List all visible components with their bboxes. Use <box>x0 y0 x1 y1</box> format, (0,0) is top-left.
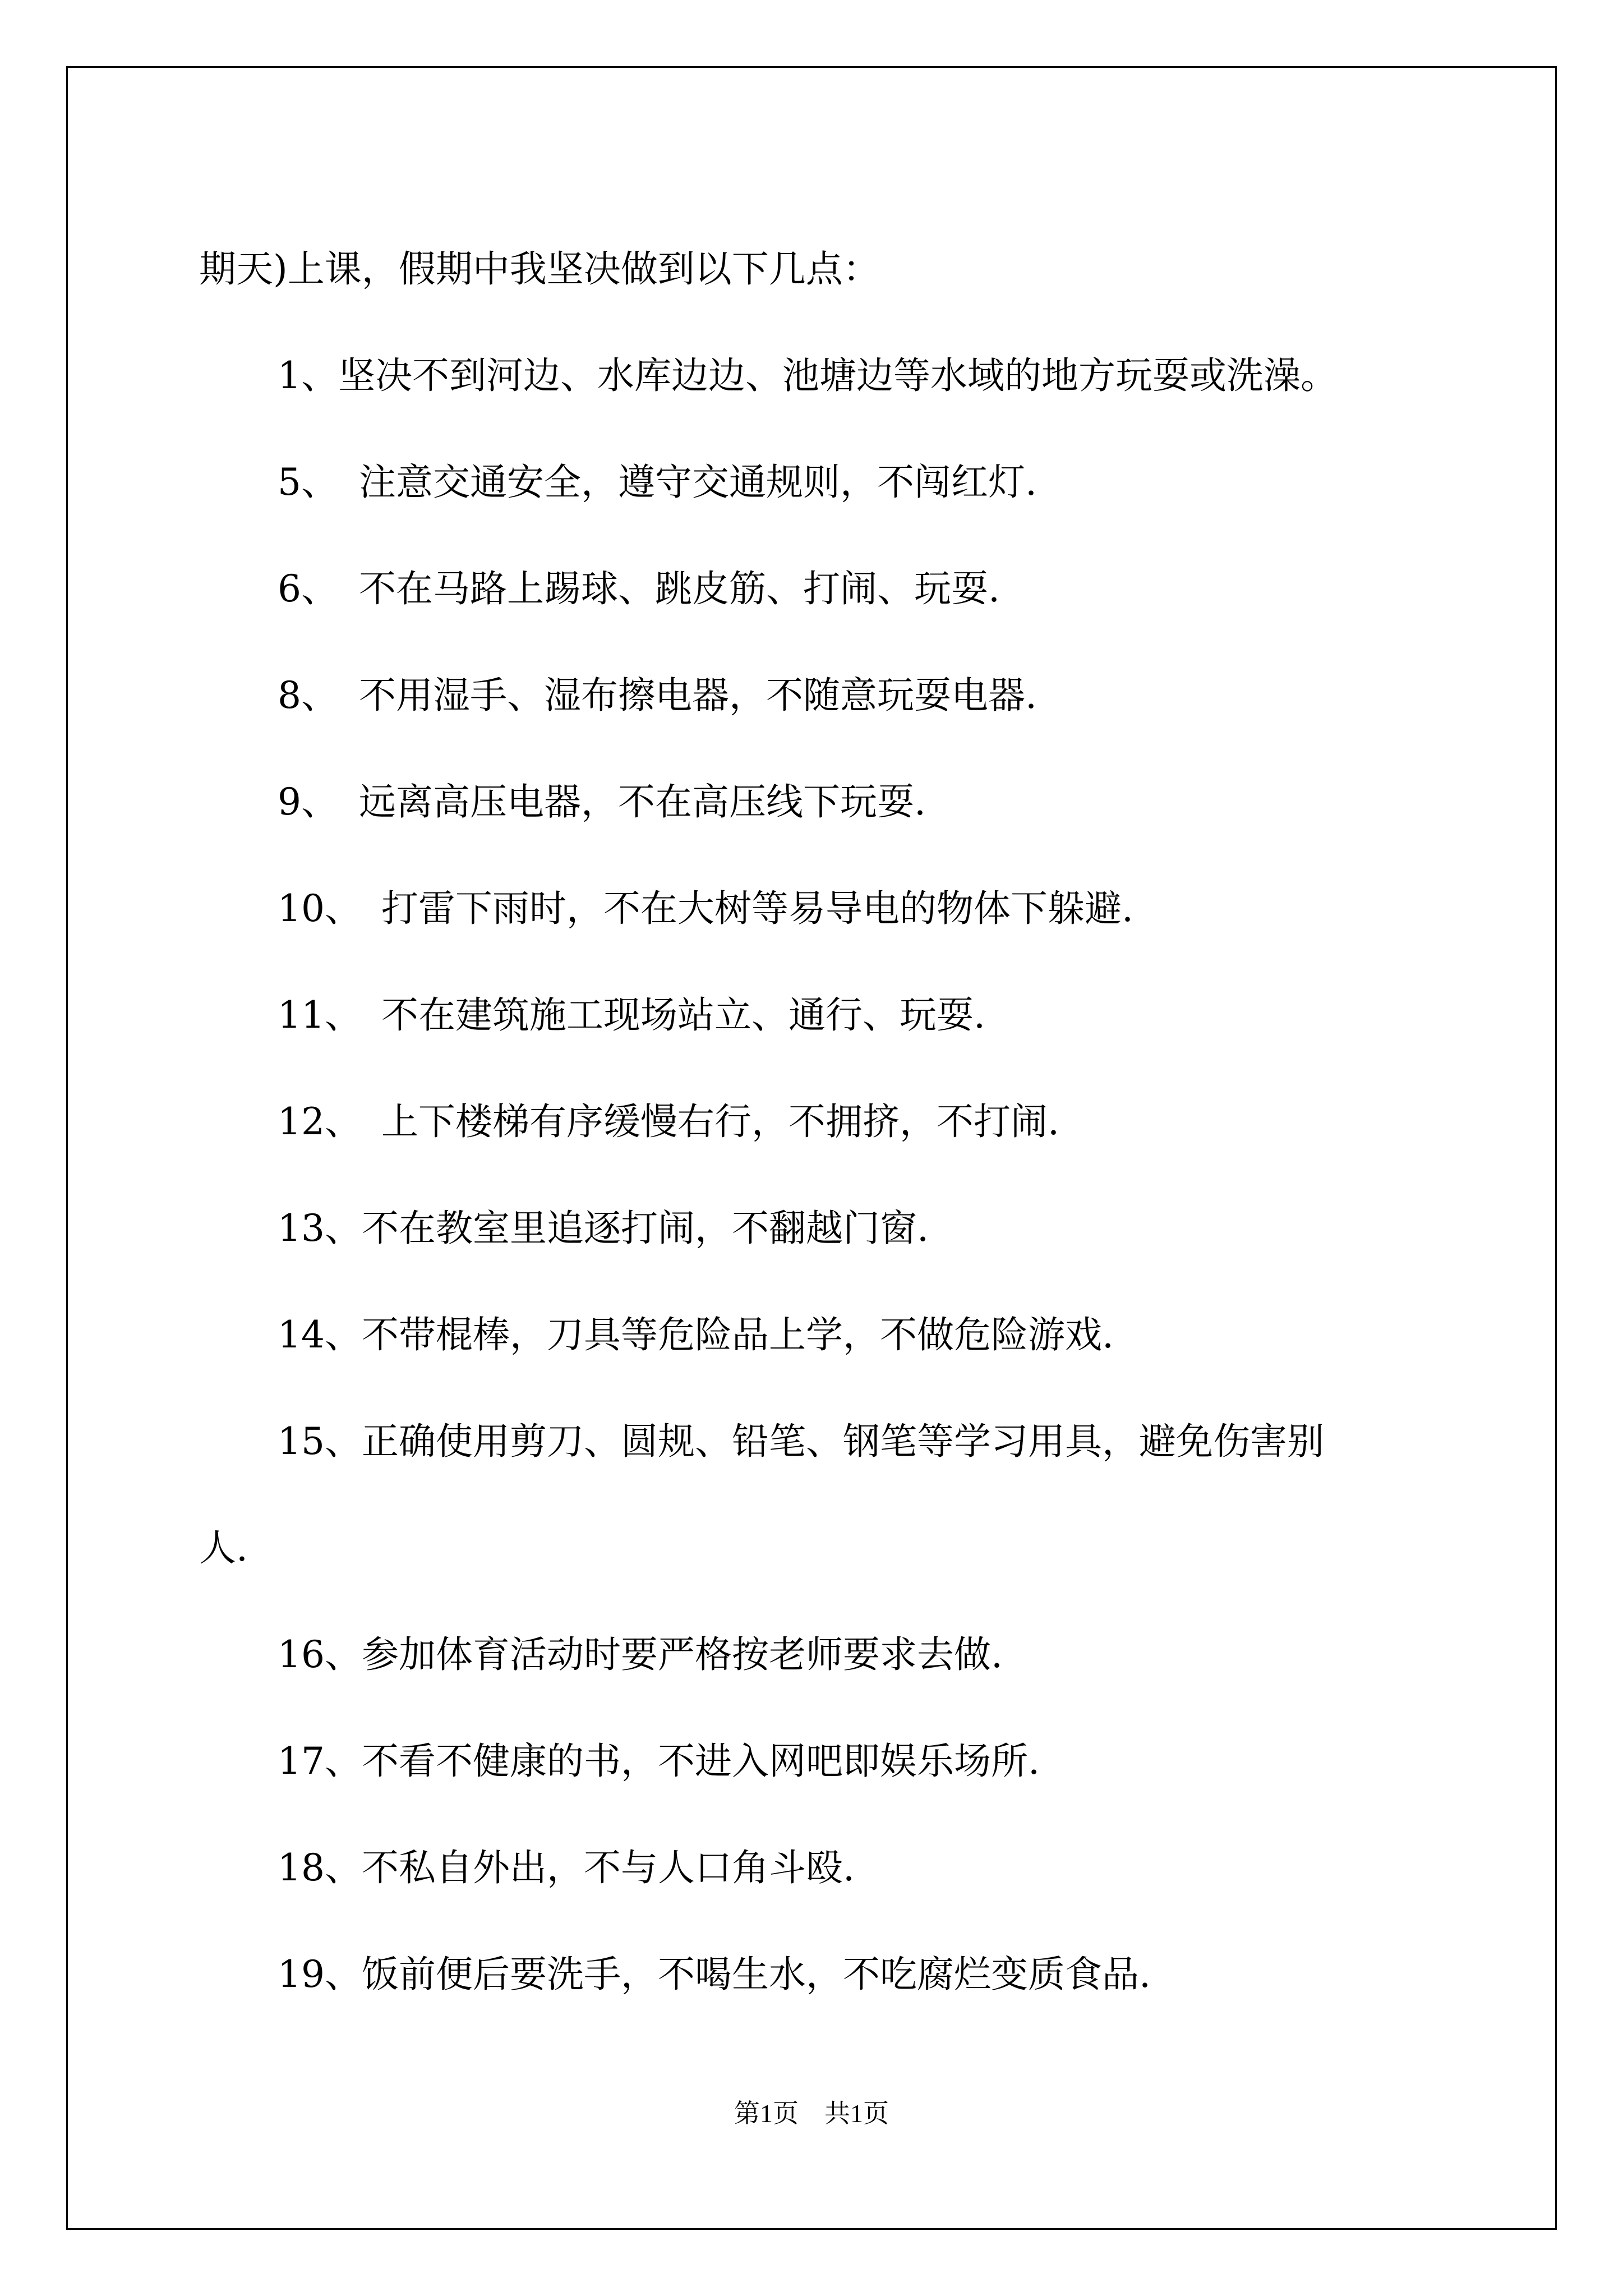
line-text: 期天)上课，假期中我坚决做到以下几点： <box>199 247 880 291</box>
line-text: 1、坚决不到河边、水库边边、池塘边等水域的地方玩耍或洗澡。 <box>278 354 1338 397</box>
item-text: 不在马路上踢球、跳皮筋、打闹、玩耍. <box>359 567 1000 610</box>
list-item <box>199 1069 1495 1175</box>
list-item <box>199 1388 1495 1495</box>
line-text: 19、饭前便后要洗手，不喝生水，不吃腐烂变质食品. <box>278 1953 1151 1996</box>
item-number: 5、 <box>278 461 338 504</box>
item-number: 8、 <box>278 674 338 717</box>
list-item <box>199 1921 1495 2028</box>
item-number: 9、 <box>278 780 338 823</box>
item-text: 不用湿手、湿布擦电器，不随意玩耍电器. <box>359 674 1037 717</box>
item-text: 上下楼梯有序缓慢右行，不拥挤，不打闹. <box>381 1100 1059 1143</box>
item-number: 6、 <box>278 567 338 610</box>
list-item <box>199 1602 1495 1708</box>
line-text: 人. <box>199 1526 248 1570</box>
item-number: 10、 <box>278 887 362 930</box>
item-number: 11、 <box>278 993 362 1037</box>
line-text: 18、不私自外出，不与人口角斗殴. <box>278 1846 855 1889</box>
list-item <box>199 1815 1495 1921</box>
item-number: 12、 <box>278 1100 362 1143</box>
line-text: 14、不带棍棒，刀具等危险品上学，不做危险游戏. <box>278 1313 1114 1356</box>
page-footer <box>0 2097 1623 2131</box>
list-item <box>199 536 1495 642</box>
list-item <box>199 1175 1495 1282</box>
list-item <box>199 642 1495 749</box>
line-text: 17、不看不健康的书，不进入网吧即娱乐场所. <box>278 1740 1040 1783</box>
text-line <box>199 1495 1495 1602</box>
list-item <box>199 855 1495 962</box>
text-line <box>199 216 1495 323</box>
item-text: 远离高压电器，不在高压线下玩耍. <box>359 780 926 823</box>
page-count: 共1页 <box>824 2099 889 2128</box>
list-item <box>199 962 1495 1069</box>
list-item <box>199 323 1495 429</box>
item-text: 打雷下雨时，不在大树等易导电的物体下躲避. <box>381 887 1133 930</box>
list-item <box>199 429 1495 536</box>
page-number: 第1页 <box>734 2099 799 2128</box>
document-body <box>199 216 1495 2028</box>
list-item <box>199 749 1495 855</box>
item-text: 不在建筑施工现场站立、通行、玩耍. <box>381 993 985 1037</box>
line-text: 13、不在教室里追逐打闹，不翻越门窗. <box>278 1207 929 1250</box>
list-item <box>199 1708 1495 1815</box>
line-text: 16、参加体育活动时要严格按老师要求去做. <box>278 1633 1003 1676</box>
item-text: 注意交通安全，遵守交通规则，不闯红灯. <box>359 461 1037 504</box>
line-text: 15、正确使用剪刀、圆规、铅笔、钢笔等学习用具，避免伤害别 <box>278 1420 1324 1463</box>
list-item <box>199 1282 1495 1388</box>
